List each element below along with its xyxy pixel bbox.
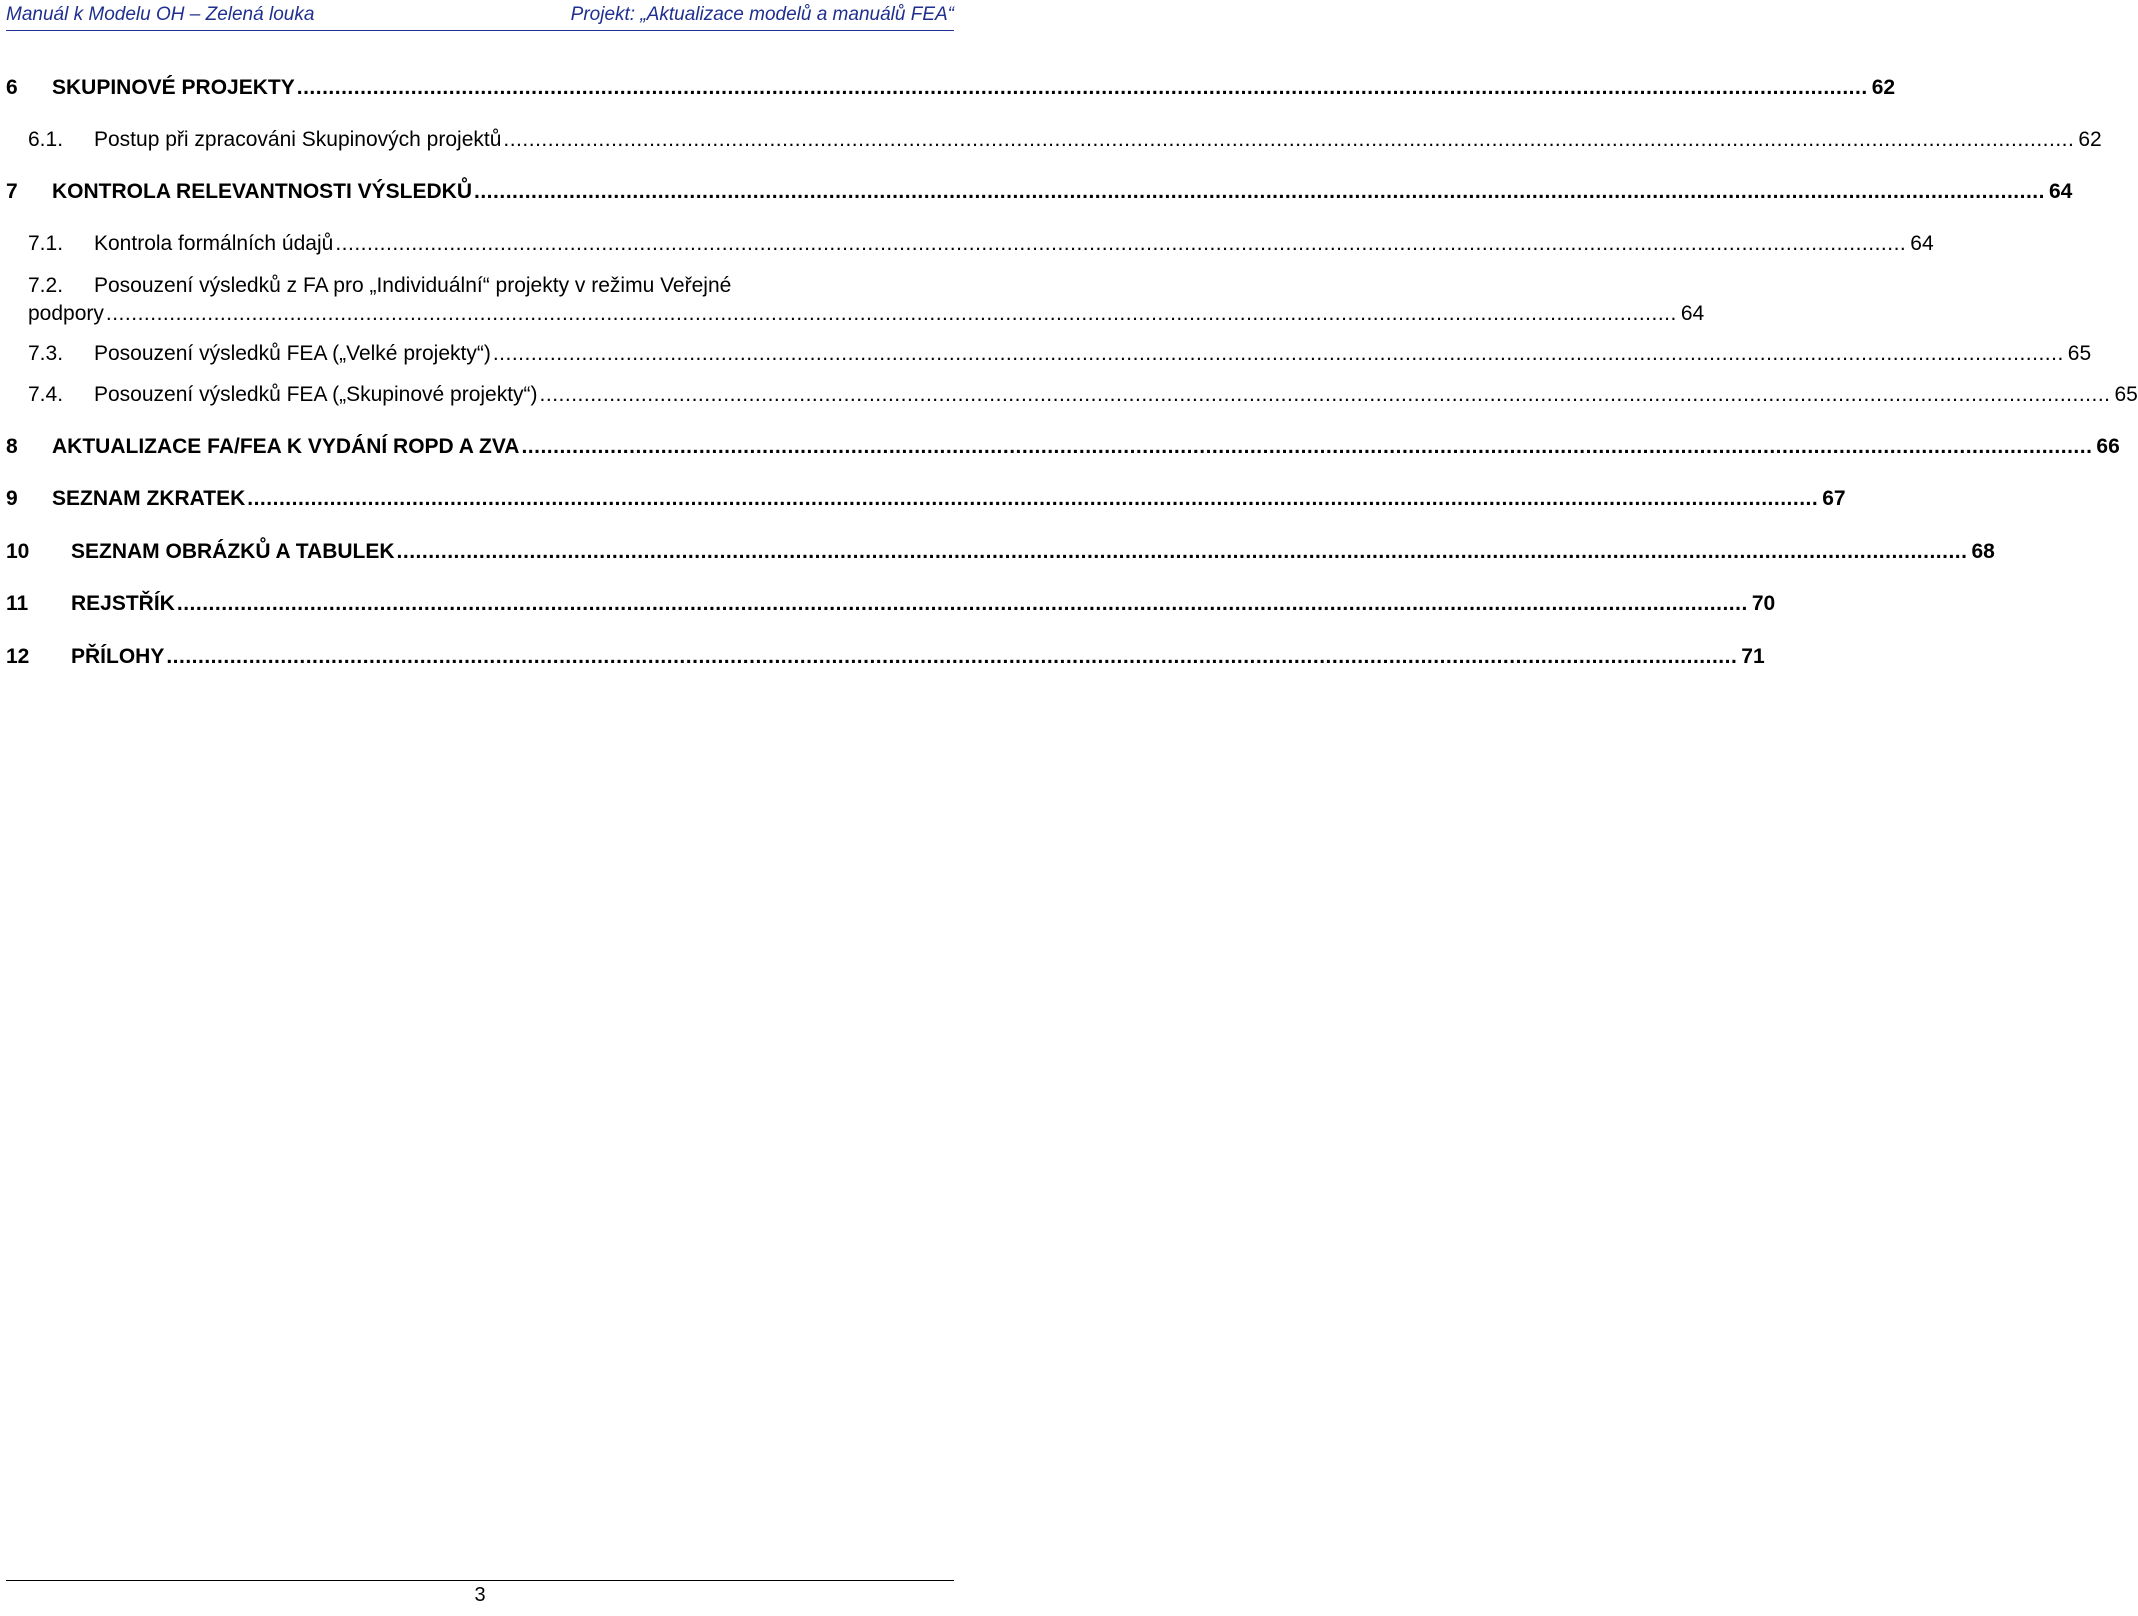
toc-leader-dots	[295, 76, 1870, 100]
toc-page-number: 64	[1910, 232, 1934, 255]
toc-title: REJSTŘÍK	[71, 592, 175, 615]
toc-leader-dots	[333, 232, 1908, 256]
toc-title: AKTUALIZACE FA/FEA K VYDÁNÍ ROPD A ZVA	[52, 435, 520, 458]
running-header	[6, 0, 954, 31]
toc-page-number: 62	[1871, 76, 1896, 99]
toc-leader-dots	[538, 383, 2113, 407]
toc-number: 10	[6, 540, 30, 563]
toc-page-number: 71	[1741, 645, 1765, 668]
toc-title: SEZNAM ZKRATEK	[52, 487, 246, 510]
toc-leader-dots	[175, 592, 1750, 616]
toc-number: 11	[6, 592, 29, 615]
toc-number: 6	[6, 76, 18, 99]
toc-page-number: 65	[2067, 342, 2092, 365]
toc-number: 8	[6, 435, 18, 458]
toc-leader-dots	[164, 645, 1739, 669]
toc-entry-7-1[interactable]	[6, 232, 1934, 262]
toc-leader-dots	[501, 128, 2076, 152]
toc-title: SKUPINOVÉ PROJEKTY	[52, 76, 295, 99]
toc-leader-dots	[519, 435, 2094, 459]
toc-title: Postup při zpracováni Skupinových projektů	[94, 128, 502, 151]
toc-title-line-2: podpory	[28, 302, 104, 325]
toc-entry-10[interactable]	[6, 540, 1995, 570]
toc-entry-9[interactable]	[6, 487, 1846, 517]
toc-number: 7.2.	[28, 274, 64, 297]
toc-title-line-1: Posouzení výsledků z FA pro „Individuální“ projekty v režimu Veřejné	[94, 274, 732, 297]
header-document-title: Manuál k Modelu OH – Zelená louka	[6, 4, 315, 25]
page-number: 3	[474, 1584, 486, 1606]
toc-entry-12[interactable]	[6, 645, 1765, 675]
toc-entry-8[interactable]	[6, 435, 2120, 465]
toc-number: 6.1.	[28, 128, 64, 151]
header-project-title: Projekt: „Aktualizace modelů a manuálů FEA“	[570, 4, 954, 25]
toc-title: Posouzení výsledků FEA („Velké projekty“)	[94, 342, 491, 365]
toc-page-number: 62	[2078, 128, 2102, 151]
toc-number: 9	[6, 487, 18, 510]
toc-entry-7-2[interactable]	[6, 274, 956, 298]
toc-number: 7.3.	[28, 342, 64, 365]
toc-entry-7-2-continued[interactable]	[6, 302, 1705, 332]
toc-leader-dots	[245, 487, 1820, 511]
toc-leader-dots	[395, 540, 1970, 564]
toc-leader-dots	[104, 302, 1679, 326]
toc-title: Kontrola formálních údajů	[94, 232, 334, 255]
toc-page-number: 65	[2114, 383, 2138, 406]
toc-page-number: 70	[1751, 592, 1776, 615]
footer-divider	[6, 1580, 954, 1581]
toc-page-number: 68	[1971, 540, 1995, 563]
toc-entry-7-3[interactable]	[6, 342, 2092, 372]
toc-page-number: 64	[2048, 180, 2073, 203]
toc-entry-7-4[interactable]	[6, 383, 2138, 413]
toc-number: 12	[6, 645, 30, 668]
toc-entry-7[interactable]	[6, 180, 2073, 210]
toc-number: 7	[6, 180, 18, 203]
toc-page-number: 64	[1680, 302, 1705, 325]
toc-number: 7.4.	[28, 383, 64, 406]
toc-page-number: 66	[2096, 435, 2120, 458]
toc-entry-6[interactable]	[6, 76, 1896, 106]
toc-leader-dots	[472, 180, 2047, 204]
toc-entry-6-1[interactable]	[6, 128, 2102, 158]
toc-entry-11[interactable]	[6, 592, 1776, 622]
toc-number: 7.1.	[28, 232, 64, 255]
toc-page-number: 67	[1822, 487, 1846, 510]
toc-title: Posouzení výsledků FEA („Skupinové projekty“)	[94, 383, 538, 406]
toc-title: KONTROLA RELEVANTNOSTI VÝSLEDKŮ	[52, 180, 473, 203]
toc-title: SEZNAM OBRÁZKŮ A TABULEK	[71, 540, 395, 563]
toc-leader-dots	[491, 342, 2066, 366]
toc-title: PŘÍLOHY	[71, 645, 165, 668]
